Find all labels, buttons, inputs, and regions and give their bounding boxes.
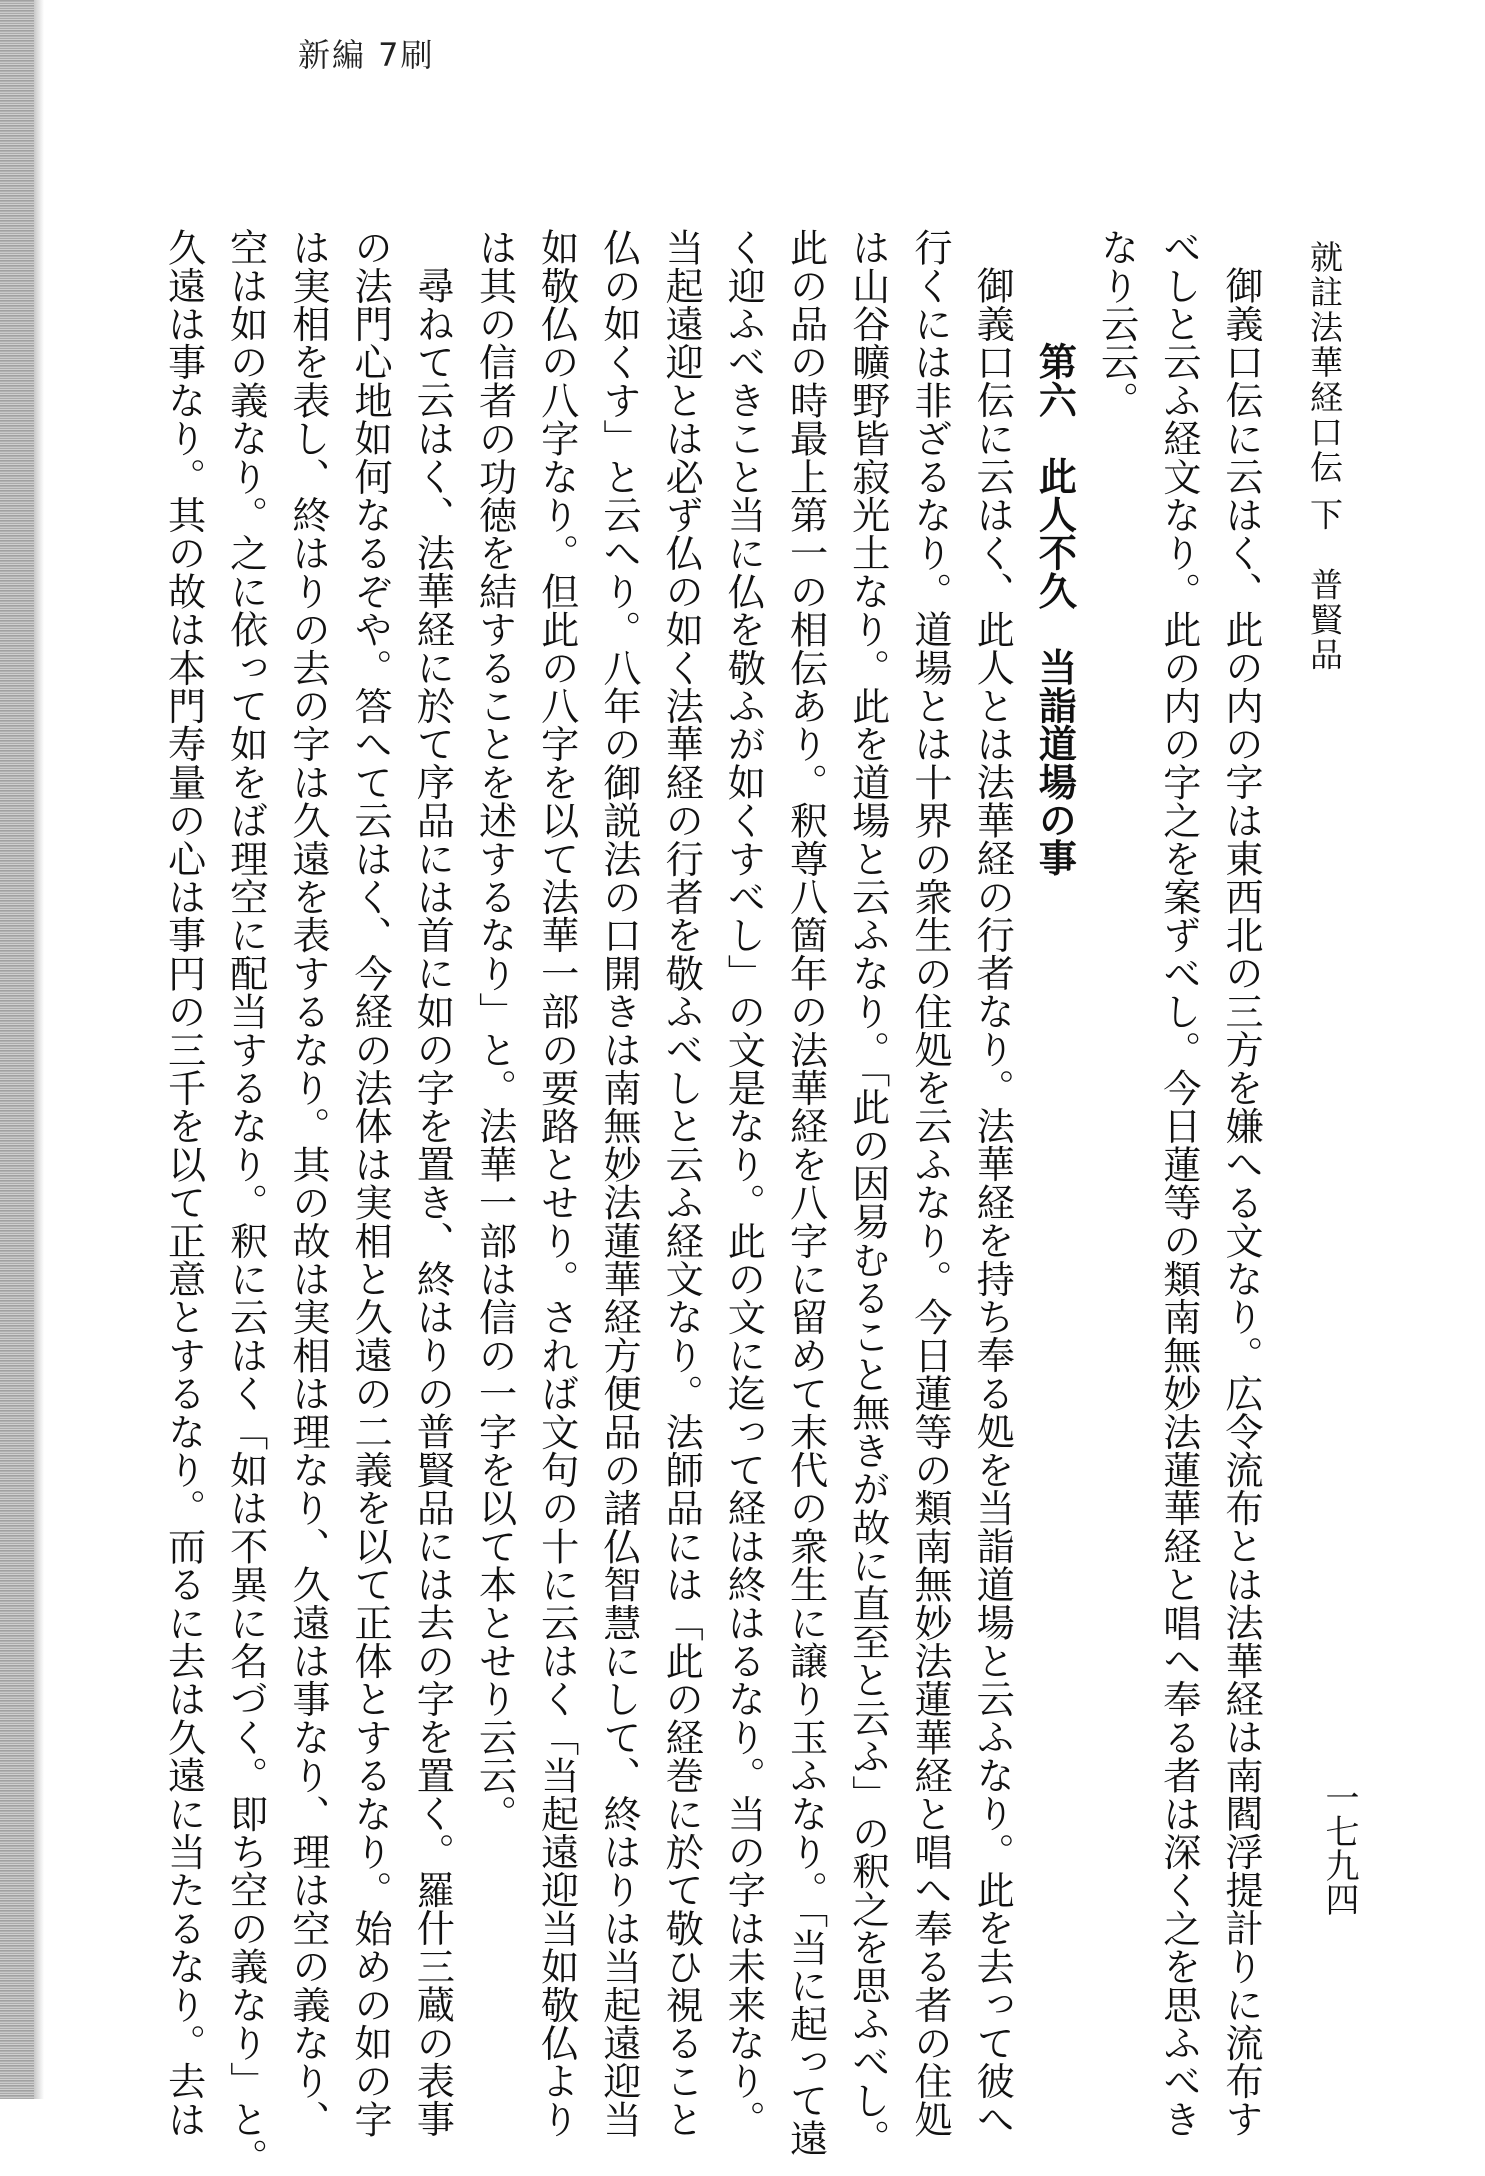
text-column: は山谷曠野皆寂光土なり。此を道場と云ふなり。「此の因易むること無きが故に直至と云ふ」の釈之を思ふべし。 (844, 228, 889, 2158)
text-column: の法門心地如何なるぞや。答へて云はく、今経の法体は実相と久遠の二義を以て正体とするなり。始めの如の字 (347, 228, 392, 2138)
running-head: 就註法華経口伝 下 普賢品 (1305, 240, 1344, 673)
text-column: 御義口伝に云はく、此の内の字は東西北の三方を嫌へる文なり。広令流布とは法華経は南閻浮提計りに流布す (1218, 266, 1262, 2138)
gutter-edge (34, 0, 44, 2099)
section-heading: 第六 此人不久 当詣道場の事 (1031, 342, 1076, 877)
text-column: 仏の如くす」と云へり。八年の御説法の口開きは南無妙法蓮華経方便品の諸仏智慧にして、終はりは当起遠迎当 (595, 228, 640, 2138)
text-column: 御義口伝に云はく、此人とは法華経の行者なり。法華経を持ち奉る処を当詣道場と云ふなり。此を去って彼へ (969, 266, 1014, 2138)
text-column: く迎ふべきこと当に仏を敬ふが如くすべし」の文是なり。此の文に迄って経は終はるなり。当の字は未来なり。 (720, 228, 765, 2138)
page-number: 一七九四 (1319, 1780, 1359, 1916)
text-column: 久遠は事なり。其の故は本門寿量の心は事円の三千を以て正意とするなり。而るに去は久遠に当たるなり。去は (160, 228, 205, 2138)
text-column: 此の品の時最上第一の相伝あり。釈尊八箇年の法華経を八字に留めて末代の衆生に譲り玉ふなり。「当に起って遠 (782, 228, 827, 2158)
text-column: べしと云ふ経文なり。此の内の字之を案ずべし。今日蓮等の類南無妙法蓮華経と唱へ奉る者は深く之を思ふべき (1155, 228, 1200, 2138)
text-column: 当起遠迎とは必ず仏の如く法華経の行者を敬ふべしと云ふ経文なり。法師品には「此の経巻に於て敬ひ視ること (658, 228, 703, 2138)
text-column: は実相を表し、終はりの去の字は久遠を表するなり。其の故は実相は理なり、久遠は事なり、理は空の義なり、 (284, 228, 329, 2138)
text-column: 尋ねて云はく、法華経に於て序品には首に如の字を置き、終はりの普賢品には去の字を置く。羅什三蔵の表事 (409, 266, 454, 2138)
text-column: 如敬仏の八字なり。但此の八字を以て法華一部の要路とせり。されば文句の十に云はく「当起遠迎当如敬仏より (533, 228, 578, 2138)
text-column: 空は如の義なり。之に依って如をば理空に配当するなり。釈に云はく「如は不異に名づく。即ち空の義なり」と。 (222, 228, 267, 2176)
text-column: 行くには非ざるなり。道場とは十界の衆生の住処を云ふなり。今日蓮等の類南無妙法蓮華経と唱へ奉る者の住処 (906, 228, 951, 2138)
book-gutter-shadow (0, 0, 34, 2099)
text-column: は其の信者の功徳を結することを述するなり」と。法華一部は信の一字を以て本とせり云云。 (471, 228, 516, 1833)
edition-stamp: 新編 7刷 (298, 36, 435, 74)
text-column: なり云云。 (1093, 228, 1138, 419)
body-text (151, 228, 1271, 2176)
